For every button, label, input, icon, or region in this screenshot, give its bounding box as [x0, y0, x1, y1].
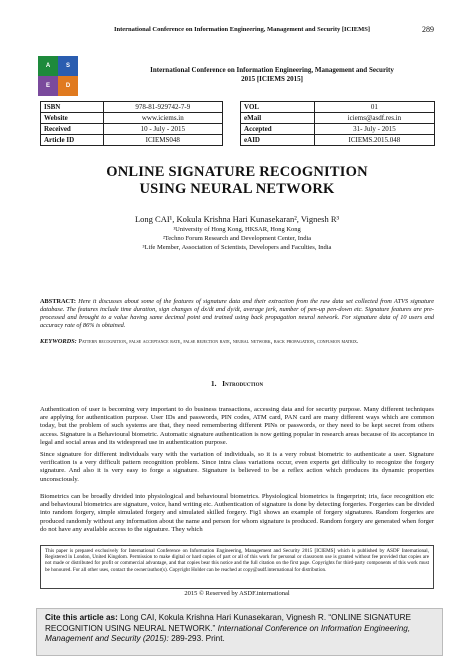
meta-value: ICIEMS048 — [103, 135, 222, 146]
citation-venue: International Conference on Information Engineering, Management and Security (2015): — [45, 623, 411, 643]
meta-row — [41, 124, 435, 135]
logo-cell-d: D — [58, 76, 78, 96]
paragraph: Biometrics can be broadly divided into physiological and behavioural biometrics. Physiological biometrics is fingerprint; iris, face recognition etc and behavioural biometrics are signature, voice, hand writing etc. Authentication of signature is done by detecting forgeries. Forgeries can be divided into random forgery, simple simulated forgery and simulated skilled forgery. Fig1 shows an example of forgery signatures. Random forgeries are produced randomly without any information about the name and person for whom signature is produced. Random forgery are generated when forger do not have any available access to the signature. They which — [40, 493, 434, 533]
meta-row — [41, 113, 435, 124]
logo-cell-e: E — [38, 76, 58, 96]
meta-label: VOL — [241, 102, 315, 113]
meta-label: eAID — [241, 135, 315, 146]
affiliation: ²Techno Forum Research and Development Center, India — [162, 235, 312, 242]
paper-title — [40, 164, 434, 198]
meta-value: 10 - July - 2015 — [103, 124, 222, 135]
meta-label: Article ID — [41, 135, 104, 146]
intro-paragraph-2 — [40, 451, 434, 484]
paragraph: Since signature for different individuals vary with the variation of individuals, so it is a very robust biometric to authenticate a user. Signature verification is a very difficult pattern recognition problem. Since intra class variations occur, even experts get difficulty to recognize the forgery signature. And also it is very easy to forge a signature. Signature is believed to be a reflex action which produces its dynamic properties unconsciously. — [40, 451, 434, 483]
meta-label: ISBN — [41, 102, 104, 113]
logo-cell-a: A — [38, 56, 58, 76]
meta-value: 31- July - 2015 — [314, 124, 434, 135]
intro-paragraph-3 — [40, 493, 434, 534]
author-list: Long CAI¹, Kokula Krishna Hari Kunasekaran², Vignesh R³ — [134, 214, 340, 224]
meta-label: Received — [41, 124, 104, 135]
meta-label: eMail — [241, 113, 315, 124]
affiliation: ¹University of Hong Kong, HKSAR, Hong Kong — [173, 226, 301, 233]
meta-gap — [222, 102, 240, 113]
conference-title-line1: International Conference on Information Engineering, Management and Security — [150, 66, 394, 74]
citation-pages: 289-293. Print. — [168, 634, 225, 643]
abstract-text: Here it discusses about some of the features of signature data and their extraction from the raw data set collected from ATVS signature database. The features include time duration, sign changes of dx/dt and dy/dt, average jerk, number of pen-up pen-down etc. Signature features are pre-processed and brought to a value having same decimal point and trained using back propagation neural network. For signature data of 10 users and accuracy rate of 86% is obtained. — [40, 298, 434, 329]
meta-row — [41, 135, 435, 146]
section-heading — [40, 379, 434, 388]
meta-label: Website — [41, 113, 104, 124]
asdf-logo — [38, 56, 78, 96]
conference-title — [110, 66, 434, 84]
logo-cell-s: S — [58, 56, 78, 76]
section-title: Introduction — [222, 379, 264, 388]
meta-value: iciems@asdf.res.in — [314, 113, 434, 124]
citation-box — [36, 608, 443, 656]
keywords — [40, 338, 434, 346]
meta-label: Accepted — [241, 124, 315, 135]
paper-title-line1: ONLINE SIGNATURE RECOGNITION — [106, 164, 368, 180]
paragraph: Authentication of user is becoming very important to do business transactions, accessing data and for security purpose. Many different techniques are applying for authentication purpose. User IDs and passwords, PIN codes, ATM card, PAN card are many different ways which are common today, but the problem of such systems are that, they need remembering different PINs or passwords, or they need to be kept secret from others access. Signature is a Behavioural biometric. Automatic signature authentication is now getting popular in research areas because of its acceptance in legal and social areas and its widespread use in authentication purpose. — [40, 406, 434, 446]
meta-gap — [222, 135, 240, 146]
affiliation: ³Life Member, Association of Scientists, Developers and Faculties, India — [142, 244, 332, 251]
abstract — [40, 298, 434, 330]
meta-value: 01 — [314, 102, 434, 113]
keywords-label: KEYWORDS: — [40, 338, 77, 345]
meta-value: www.iciems.in — [103, 113, 222, 124]
meta-value: 978-81-929742-7-9 — [103, 102, 222, 113]
citation-label: Cite this article as: — [45, 613, 118, 622]
section-number: 1. — [210, 379, 217, 388]
conference-title-line2: 2015 [ICIEMS 2015] — [241, 75, 303, 83]
keywords-text: Pattern recognition, false acceptance rate, false rejection rate, neural network, back propagation, confusion matrix. — [76, 338, 359, 345]
copyright-notice-box: This paper is prepared exclusively for International Conference on Information Engineering, Management and Security 2015 [ICIEMS] which is published by ASDF International, Registered in London, United Kingdom. Permission to make digital or hard copies of part or all of this work for personal or classroom use is granted without fee provided that copies are not made or distributed for profit or commercial advantage, and that copies bear this notice and the full citation on the first page. Copyrights for third-party components of this work must be honoured. For all other uses, contact the owner/author(s). Copyright Holder can be reached at copy@asdf.international for distribution. — [40, 545, 434, 589]
copyright-line: 2015 © Reserved by ASDF.international — [184, 590, 290, 597]
meta-gap — [222, 124, 240, 135]
intro-paragraph-1 — [40, 406, 434, 447]
abstract-label: ABSTRACT: — [40, 298, 76, 305]
meta-gap — [222, 113, 240, 124]
citation-text: Long CAI, Kokula Krishna Hari Kunasekaran, Vignesh R. “ONLINE SIGNATURE RECOGNITION USING NEURAL NETWORK.” — [45, 613, 412, 633]
article-meta-table — [40, 101, 435, 146]
page-number: 289 — [422, 25, 434, 34]
meta-row — [41, 102, 435, 113]
running-header: International Conference on Information Engineering, Management and Security [ICIEMS] — [113, 26, 371, 33]
meta-value: ICIEMS.2015.048 — [314, 135, 434, 146]
paper-title-line2: USING NEURAL NETWORK — [139, 181, 335, 197]
